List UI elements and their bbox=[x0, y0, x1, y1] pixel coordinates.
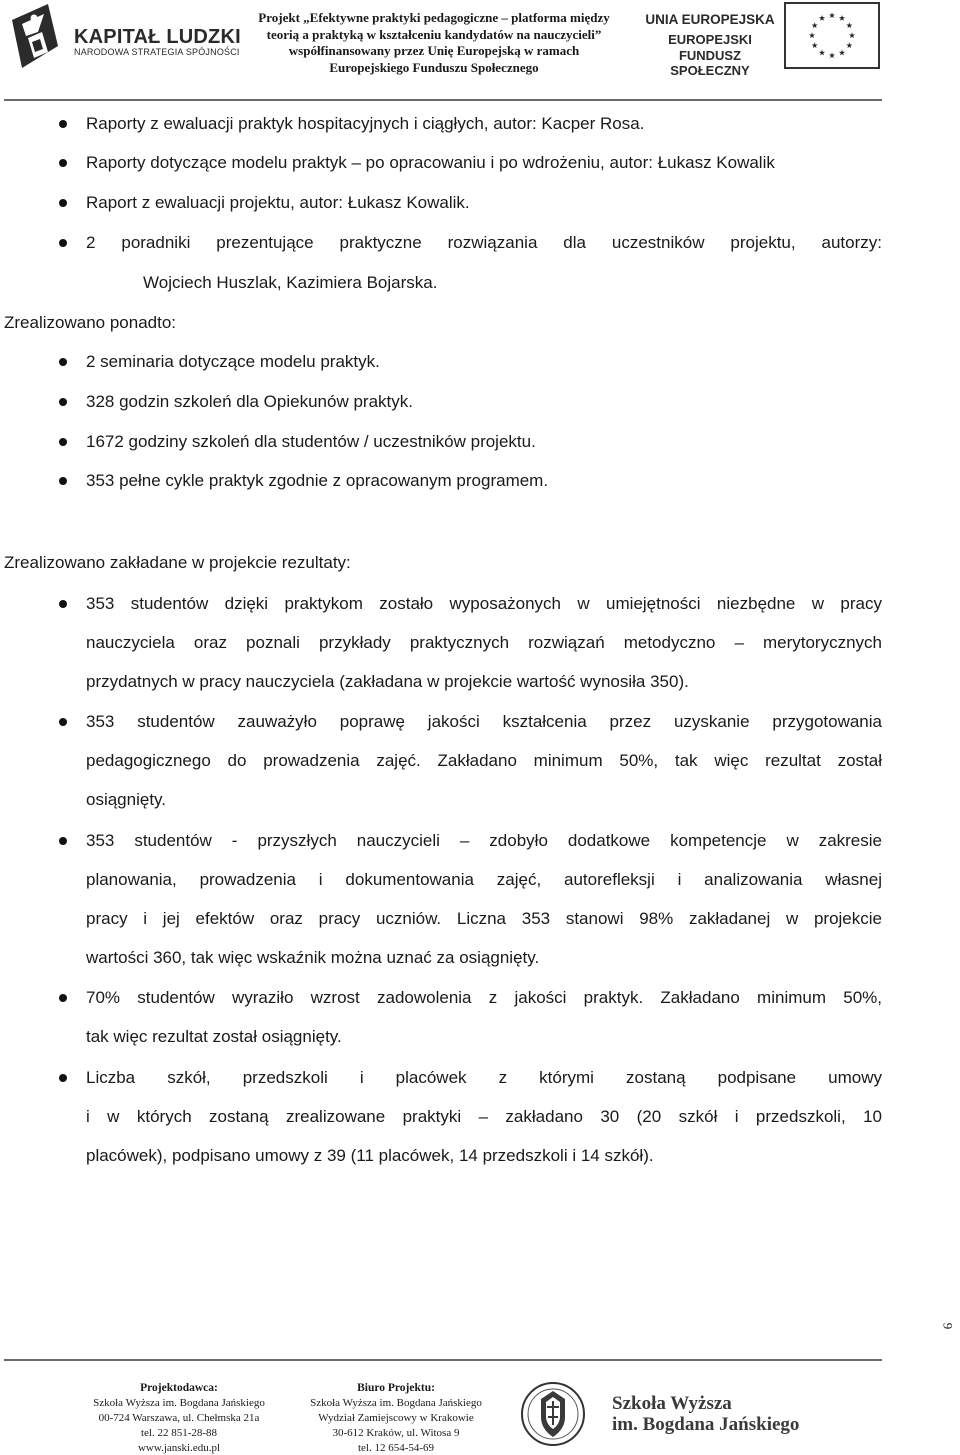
list-item-line: placówek), podpisano umowy z 39 (11 placówek, 14 przedszkoli i 14 szkół). bbox=[86, 1146, 654, 1165]
list-item-line: tak więc rezultat został osiągnięty. bbox=[86, 1027, 342, 1046]
header-divider bbox=[4, 99, 882, 101]
eu-star-icon bbox=[829, 52, 835, 58]
list-item-line: pracy i jej efektów oraz pracy uczniów. Liczna 353 stanowi 98% zakładanej w projekcie bbox=[86, 909, 882, 928]
list-item: Raporty z ewaluacji praktyk hospitacyjnych i ciągłych, autor: Kacper Rosa. bbox=[86, 114, 645, 133]
footer-line: 30-612 Kraków, ul. Witosa 9 bbox=[332, 1427, 460, 1439]
list-item-line: wartości 360, tak więc wskaźnik można uznać za osiągnięty. bbox=[86, 948, 540, 967]
page-header bbox=[0, 0, 960, 100]
bullet-icon bbox=[59, 199, 67, 207]
footer-line: www.janski.edu.pl bbox=[137, 1442, 221, 1454]
eu-star-icon bbox=[819, 50, 825, 56]
list-item-line: Liczba szkół, przedszkoli i placówek z którymi zostaną podpisane umowy bbox=[86, 1068, 882, 1087]
section-heading: Zrealizowano ponadto: bbox=[4, 313, 177, 332]
kapital-ludzki-title: KAPITAŁ LUDZKI bbox=[74, 26, 241, 48]
list-item-continuation: Wojciech Huszlak, Kazimiera Bojarska. bbox=[143, 273, 438, 292]
page-number: 9 bbox=[940, 1322, 956, 1330]
eu-star-icon bbox=[849, 32, 855, 38]
bullet-icon bbox=[59, 438, 67, 446]
project-line: współfinansowany przez Unię Europejską w ramach bbox=[288, 43, 580, 58]
eu-star-icon bbox=[819, 15, 825, 21]
eu-star-icon bbox=[846, 22, 852, 28]
kapital-ludzki-subtitle: NARODOWA STRATEGIA SPÓJNOŚCI bbox=[74, 47, 240, 57]
eu-star-icon bbox=[846, 42, 852, 48]
list-item-line: 353 studentów dzięki praktykom zostało wyposażonych w umiejętności niezbędne w pracy bbox=[86, 594, 882, 613]
list-item-line: 353 studentów - przyszłych nauczycieli – zdobyło dodatkowe kompetencje w zakresie bbox=[86, 831, 882, 850]
eu-text-logo bbox=[640, 12, 780, 78]
list-item-line: i w których zostaną zrealizowane praktyki – zakładano 30 (20 szkół i przedszkoli, 10 bbox=[86, 1107, 882, 1126]
bullet-icon bbox=[59, 358, 67, 366]
project-line: Projekt „Efektywne praktyki pedagogiczne – platforma między bbox=[258, 10, 610, 25]
project-description bbox=[244, 10, 624, 76]
footer-line: tel. 22 851-28-88 bbox=[140, 1427, 218, 1439]
eu-star-icon bbox=[839, 15, 845, 21]
list-item-line: 70% studentów wyraziło wzrost zadowolenia z jakości praktyk. Zakładano minimum 50%, bbox=[86, 988, 882, 1007]
eu-line-2: EUROPEJSKI bbox=[668, 32, 752, 47]
list-item-line: 353 studentów zauważyło poprawę jakości kształcenia przez uzyskanie przygotowania bbox=[86, 712, 882, 731]
list-item-line: przydatnych w pracy nauczyciela (zakładana w projekcie wartość wynosiła 350). bbox=[86, 672, 689, 691]
list-item: Raporty dotyczące modelu praktyk – po opracowaniu i po wdrożeniu, autor: Łukasz Kowalik bbox=[86, 153, 775, 172]
eu-flag-icon bbox=[784, 2, 880, 69]
list-item-line: planowania, prowadzenia i dokumentowania zajęć, autorefleksji i analizowania własnej bbox=[86, 870, 882, 889]
list-item-line: osiągnięty. bbox=[86, 790, 167, 809]
section-heading: Zrealizowano zakładane w projekcie rezultaty: bbox=[4, 553, 351, 572]
eu-star-icon bbox=[829, 12, 835, 18]
list-item: 2 poradniki prezentujące praktyczne rozwiązania dla uczestników projektu, autorzy: bbox=[86, 233, 882, 252]
kapital-ludzki-logo bbox=[4, 2, 244, 72]
eu-line-3: FUNDUSZ SPOŁECZNY bbox=[670, 48, 750, 78]
bullet-icon bbox=[59, 994, 67, 1002]
kapital-ludzki-emblem-icon bbox=[8, 2, 62, 70]
list-item-line: nauczyciela oraz poznali przykłady praktycznych rozwiązań metodyczno – merytorycznych bbox=[86, 633, 882, 652]
list-item: Raport z ewaluacji projektu, autor: Łukasz Kowalik. bbox=[86, 193, 470, 212]
bullet-icon bbox=[59, 398, 67, 406]
list-item: 2 seminaria dotyczące modelu praktyk. bbox=[86, 352, 380, 371]
bullet-icon bbox=[59, 1074, 67, 1082]
list-item: 353 pełne cykle praktyk zgodnie z opracowanym programem. bbox=[86, 471, 549, 490]
footer-title: Projektodawca: bbox=[140, 1382, 218, 1394]
university-name-logo bbox=[612, 1393, 799, 1435]
bullet-icon bbox=[59, 837, 67, 845]
footer-line: Wydział Zamiejscowy w Krakowie bbox=[318, 1412, 474, 1424]
bullet-icon bbox=[59, 120, 67, 128]
footer-divider bbox=[4, 1359, 882, 1361]
eu-star-icon bbox=[812, 42, 818, 48]
list-item: 328 godzin szkoleń dla Opiekunów praktyk. bbox=[86, 392, 413, 411]
university-crest-icon bbox=[520, 1377, 586, 1451]
bullet-icon bbox=[59, 477, 67, 485]
footer-line: 00-724 Warszawa, ul. Chełmska 21a bbox=[98, 1412, 260, 1424]
footer-title: Biuro Projektu: bbox=[357, 1382, 435, 1394]
footer-line: Szkoła Wyższa im. Bogdana Jańskiego bbox=[310, 1397, 482, 1409]
project-line: Europejskiego Funduszu Społecznego bbox=[329, 59, 539, 75]
bullet-icon bbox=[59, 159, 67, 167]
project-line: teorią a praktyką w kształceniu kandydatów na nauczycieli” bbox=[266, 26, 602, 42]
bullet-icon bbox=[59, 718, 67, 726]
footer-line: Szkoła Wyższa im. Bogdana Jańskiego bbox=[93, 1397, 265, 1409]
eu-star-icon bbox=[812, 22, 818, 28]
footer-project-office bbox=[290, 1381, 502, 1455]
footer-applicant bbox=[74, 1381, 284, 1455]
bullet-icon bbox=[59, 600, 67, 608]
eu-star-icon bbox=[809, 32, 815, 38]
footer-line: tel. 12 654-54-69 bbox=[357, 1442, 435, 1454]
bullet-icon bbox=[59, 239, 67, 247]
eu-line-1: UNIA EUROPEJSKA bbox=[645, 12, 775, 27]
list-item-line: pedagogicznego do prowadzenia zajęć. Zakładano minimum 50%, tak więc rezultat został bbox=[86, 751, 882, 770]
list-item: 1672 godziny szkoleń dla studentów / uczestników projektu. bbox=[86, 432, 536, 451]
university-name-line: im. Bogdana Jańskiego bbox=[612, 1414, 800, 1435]
university-name-line: Szkoła Wyższa bbox=[612, 1393, 732, 1414]
eu-star-icon bbox=[839, 50, 845, 56]
